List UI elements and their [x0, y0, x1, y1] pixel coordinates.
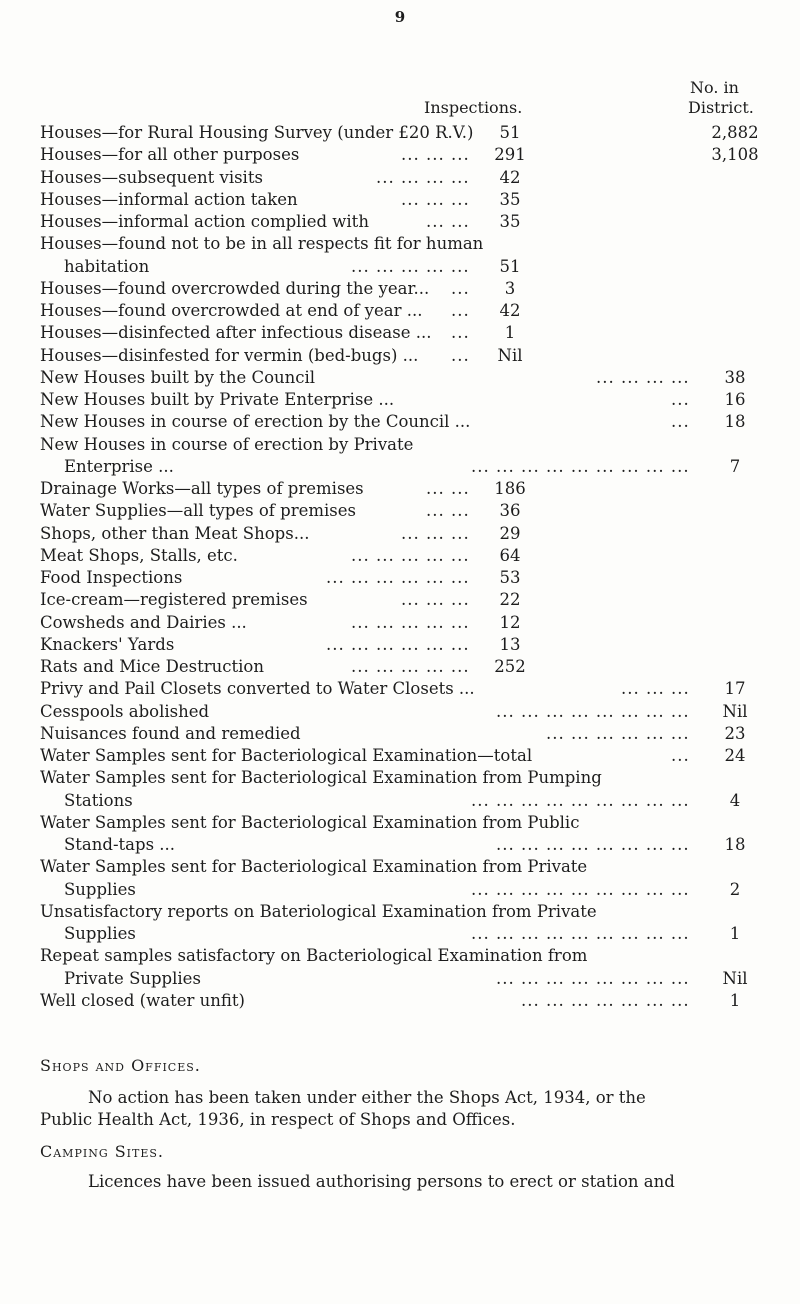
table-row: [40, 478, 770, 500]
leader-dots: ... ... ...: [401, 523, 470, 543]
table-row: [40, 923, 770, 945]
table-row: [40, 812, 770, 834]
leader-dots: ... ... ...: [401, 145, 470, 165]
row-label: Shops, other than Meat Shops...: [40, 523, 310, 543]
leader-dots: ... ... ... ... ...: [351, 256, 470, 276]
inspections-value: 35: [499, 212, 521, 231]
table-row: [40, 879, 770, 901]
table-row: [40, 589, 770, 611]
district-value: 3,108: [711, 145, 759, 165]
district-value: 18: [724, 835, 746, 854]
row-label: Food Inspections: [40, 568, 183, 587]
leader-dots: ...: [451, 301, 470, 320]
leader-dots: ... ... ... ... ... ...: [326, 634, 470, 654]
district-value: 4: [729, 790, 741, 810]
row-label: Houses—found not to be in all respects fit for human: [40, 234, 484, 254]
inspections-value: 51: [499, 123, 521, 142]
row-label: Water Samples sent for Bacteriological Examination—total: [40, 746, 533, 765]
row-label: Drainage Works—all types of premises: [40, 479, 364, 498]
leader-dots: ... ... ... ... ... ...: [326, 568, 470, 587]
table-row: [40, 300, 770, 322]
inspections-value: Nil: [497, 345, 523, 365]
table-row: [40, 634, 770, 656]
district-value: Nil: [722, 701, 748, 721]
row-label: New Houses built by the Council: [40, 367, 316, 387]
leader-dots: ... ... ... ... ...: [351, 545, 470, 565]
table-row: [40, 901, 770, 923]
inspections-value: 53: [499, 568, 521, 587]
row-label: Repeat samples satisfactory on Bacteriological Examination from: [40, 946, 588, 966]
leader-dots: ...: [671, 746, 690, 765]
table-row: [40, 856, 770, 878]
row-label: Stand-taps ...: [64, 835, 176, 854]
leader-dots: ... ... ...: [621, 679, 690, 699]
leader-dots: ... ... ... ...: [596, 367, 690, 387]
leader-dots: ... ... ...: [401, 189, 470, 209]
row-label: New Houses in course of erection by the Council ...: [40, 412, 471, 432]
leader-dots: ... ...: [426, 212, 470, 231]
leader-dots: ... ... ... ... ... ... ... ...: [496, 968, 690, 988]
row-label: Houses—informal action complied with: [40, 212, 369, 231]
district-value: 7: [729, 456, 741, 476]
row-label: Supplies: [64, 879, 136, 899]
leader-dots: ... ...: [426, 479, 470, 498]
table-row: [40, 545, 770, 567]
table-row: [40, 322, 770, 344]
row-label: Water Samples sent for Bacteriological Examination from Pumping: [40, 768, 602, 788]
leader-dots: ...: [451, 323, 470, 343]
row-label: Knackers' Yards: [40, 634, 175, 654]
column-header-inspections: Inspections.: [424, 98, 523, 117]
leader-dots: ... ... ... ... ... ... ... ... ...: [471, 790, 690, 810]
leader-dots: ...: [671, 412, 690, 432]
table-row: [40, 411, 770, 433]
page-number: 9: [394, 8, 406, 26]
table-row: [40, 278, 770, 300]
table-row: [40, 968, 770, 990]
table-row: [40, 567, 770, 589]
row-label: Houses—found overcrowded during the year...: [40, 278, 430, 298]
leader-dots: ... ... ... ... ... ...: [546, 723, 690, 743]
row-label: Houses—found overcrowded at end of year ...: [40, 301, 423, 320]
row-label: Houses—informal action taken: [40, 189, 298, 209]
row-label: Rats and Mice Destruction: [40, 657, 264, 676]
table-row: [40, 256, 770, 278]
table-row: [40, 656, 770, 678]
row-label: Nuisances found and remedied: [40, 723, 301, 743]
inspections-value: 36: [499, 501, 521, 521]
row-label: Enterprise ...: [64, 456, 174, 476]
inspections-value: 42: [499, 167, 521, 187]
shops-heading: Shops and Offices.: [40, 1056, 201, 1075]
table-row: [40, 434, 770, 456]
district-value: 16: [724, 390, 746, 409]
table-row: [40, 233, 770, 255]
row-label: Houses—disinfected after infectious disease ...: [40, 323, 432, 343]
row-label: Houses—for all other purposes: [40, 145, 300, 165]
inspections-value: 22: [499, 590, 521, 610]
leader-dots: ... ...: [426, 501, 470, 521]
leader-dots: ...: [451, 278, 470, 298]
camping-paragraph-line-1: Licences have been issued authorising persons to erect or station and: [88, 1172, 675, 1191]
inspections-value: 291: [494, 145, 526, 165]
leader-dots: ... ... ... ... ... ... ... ... ...: [471, 924, 690, 943]
leader-dots: ... ... ... ... ...: [351, 612, 470, 632]
table-row: [40, 701, 770, 723]
district-value: 38: [724, 367, 746, 387]
row-label: Privy and Pail Closets converted to Water Closets ...: [40, 679, 475, 699]
inspections-value: 64: [499, 545, 521, 565]
table-row: [40, 723, 770, 745]
district-value: 1: [729, 924, 741, 943]
row-label: Water Supplies—all types of premises: [40, 501, 356, 521]
leader-dots: ...: [671, 390, 690, 409]
leader-dots: ... ... ...: [401, 590, 470, 610]
table-row: [40, 167, 770, 189]
table-row: [40, 211, 770, 233]
table-row: [40, 389, 770, 411]
district-value: 2: [729, 879, 741, 899]
table-row: [40, 767, 770, 789]
inspections-value: 1: [504, 323, 516, 343]
inspections-value: 42: [499, 301, 521, 320]
table-row: [40, 500, 770, 522]
table-row: [40, 745, 770, 767]
row-label: Cowsheds and Dairies ...: [40, 612, 247, 632]
inspections-value: 35: [499, 189, 521, 209]
inspections-value: 3: [504, 278, 516, 298]
table-row: [40, 990, 770, 1012]
leader-dots: ... ... ... ... ...: [351, 657, 470, 676]
shops-paragraph-line-2: Public Health Act, 1936, in respect of Shops and Offices.: [40, 1110, 516, 1129]
district-value: 23: [724, 723, 746, 743]
leader-dots: ... ... ... ... ... ... ...: [521, 990, 690, 1010]
row-label: New Houses built by Private Enterprise ...: [40, 390, 395, 409]
column-header-district: District.: [688, 98, 754, 117]
inspections-value: 51: [499, 256, 521, 276]
table-row: [40, 790, 770, 812]
leader-dots: ... ... ... ...: [376, 167, 470, 187]
district-value: 1: [729, 990, 741, 1010]
row-label: Stations: [64, 790, 133, 810]
table-row: [40, 189, 770, 211]
table-row: [40, 678, 770, 700]
table-row: [40, 945, 770, 967]
inspections-value: 186: [494, 479, 526, 498]
row-label: Well closed (water unfit): [40, 990, 245, 1010]
row-label: Ice-cream—registered premises: [40, 590, 308, 610]
row-label: Houses—subsequent visits: [40, 167, 263, 187]
inspections-value: 12: [499, 612, 521, 632]
district-value: Nil: [722, 968, 748, 988]
row-label: Cesspools abolished: [40, 701, 210, 721]
column-header-no-in: No. in: [690, 78, 739, 97]
leader-dots: ... ... ... ... ... ... ... ... ...: [471, 879, 690, 899]
inspections-value: 13: [499, 634, 521, 654]
camping-heading: Camping Sites.: [40, 1142, 164, 1161]
leader-dots: ...: [451, 345, 470, 365]
table-row: [40, 834, 770, 856]
leader-dots: ... ... ... ... ... ... ... ... ...: [471, 456, 690, 476]
table-row: [40, 122, 770, 144]
row-label: Private Supplies: [64, 968, 201, 988]
table-row: [40, 367, 770, 389]
district-value: 24: [724, 746, 746, 765]
district-value: 2,882: [711, 123, 759, 142]
table-row: [40, 612, 770, 634]
table-row: [40, 345, 770, 367]
row-label: Unsatisfactory reports on Bateriological Examination from Private: [40, 901, 597, 921]
row-label: Houses—disinfested for vermin (bed-bugs) ...: [40, 345, 419, 365]
shops-paragraph-line-1: No action has been taken under either the Shops Act, 1934, or the: [88, 1088, 646, 1107]
row-label: New Houses in course of erection by Private: [40, 434, 414, 454]
table-row: [40, 523, 770, 545]
leader-dots: ... ... ... ... ... ... ... ...: [496, 835, 690, 854]
row-label: Meat Shops, Stalls, etc.: [40, 545, 238, 565]
row-label: Water Samples sent for Bacteriological Examination from Private: [40, 857, 588, 877]
table-row: [40, 144, 770, 166]
row-label: Water Samples sent for Bacteriological Examination from Public: [40, 812, 580, 832]
row-label: habitation: [64, 256, 150, 276]
row-label: Houses—for Rural Housing Survey (under £20 R.V.): [40, 123, 474, 142]
leader-dots: ... ... ... ... ... ... ... ...: [496, 701, 690, 721]
inspections-value: 29: [499, 523, 521, 543]
district-value: 17: [724, 679, 746, 699]
inspections-value: 252: [494, 657, 526, 676]
table-row: [40, 456, 770, 478]
district-value: 18: [724, 412, 746, 432]
row-label: Supplies: [64, 924, 136, 943]
